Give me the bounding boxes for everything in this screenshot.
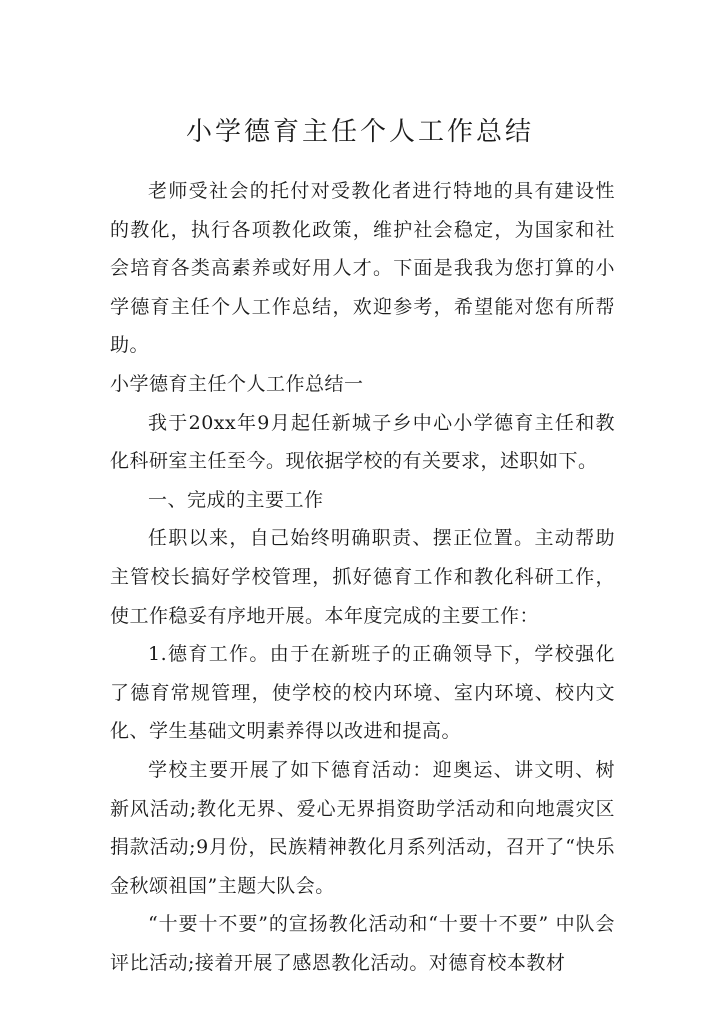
body-paragraph: “十要十不要”的宣扬教化活动和“十要十不要” 中队会评比活动;接着开展了感恩教化活动。对德育校本教材	[110, 913, 615, 974]
section-heading: 小学德育主任个人工作总结一	[110, 372, 364, 395]
body-paragraph: 任职以来，自己始终明确职责、摆正位置。主动帮助主管校长搞好学校管理，抓好德育工作和教化科研工作，使工作稳妥有序地开展。本年度完成的主要工作：	[110, 527, 615, 627]
body-paragraph: 学校主要开展了如下德育活动：迎奥运、讲文明、树新风活动;教化无界、爱心无界捐资助学活动和向地震灾区捐款活动;9月份，民族精神教化月系列活动，召开了“快乐金秋颂祖国”主题大队会。	[110, 758, 615, 897]
document-body	[110, 172, 615, 982]
intro-paragraph: 老师受社会的托付对受教化者进行特地的具有建设性的教化，执行各项教化政策，维护社会稳定，为国家和社会培育各类高素养或好用人才。下面是我我为您打算的小学德育主任个人工作总结，欢迎参考，希望能对您有所帮助。	[110, 180, 615, 357]
document-title: 小学德育主任个人工作总结	[185, 117, 534, 147]
body-paragraph: 1.德育工作。由于在新班子的正确领导下，学校强化了德育常规管理，使学校的校内环境、室内环境、校内文化、学生基础文明素养得以改进和提高。	[110, 643, 615, 743]
subsection-heading: 一、完成的主要工作	[148, 488, 324, 511]
body-paragraph: 我于20xx年9月起任新城子乡中心小学德育主任和教化科研室主任至今。现依据学校的有关要求，述职如下。	[110, 411, 615, 473]
